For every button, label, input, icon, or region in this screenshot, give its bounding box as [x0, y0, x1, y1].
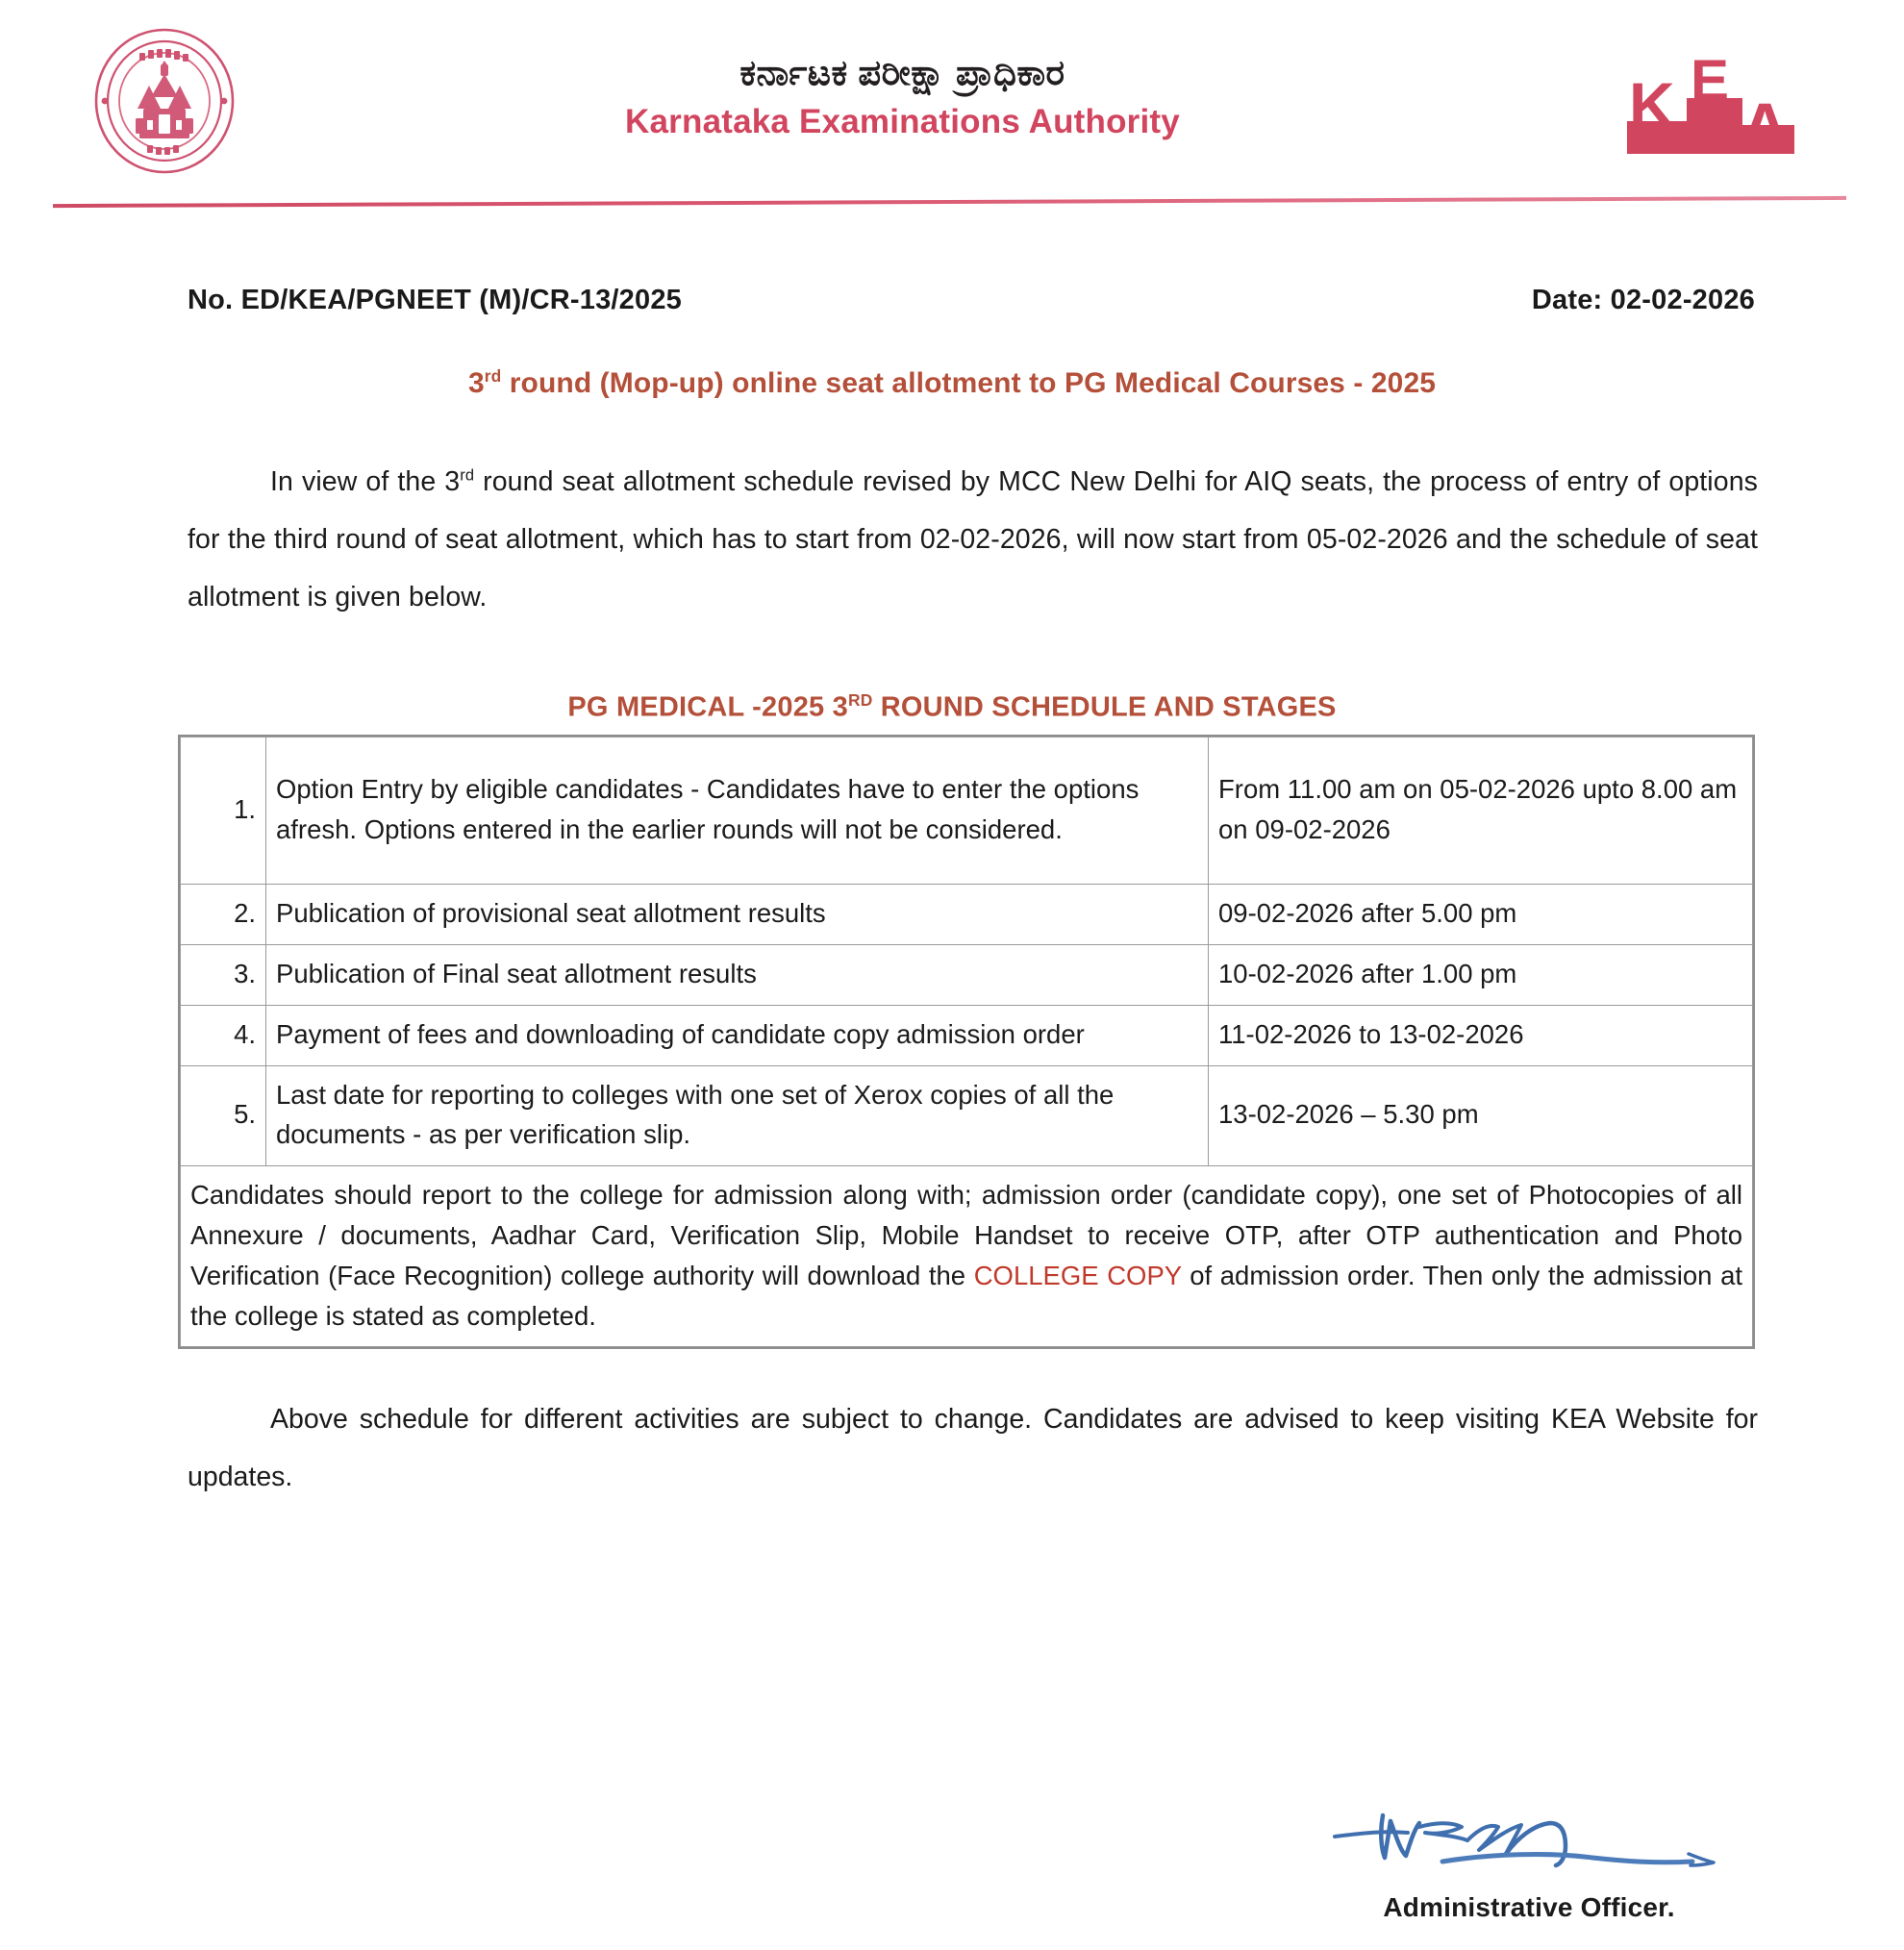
- reference-number: No. ED/KEA/PGNEET (M)/CR-13/2025: [188, 285, 682, 315]
- table-row: [181, 944, 1753, 1005]
- row-date: 13-02-2026 – 5.30 pm: [1209, 1065, 1753, 1166]
- college-copy-highlight: COLLEGE COPY: [973, 1260, 1182, 1290]
- document-title: [0, 366, 1904, 400]
- row-description: Publication of Final seat allotment results: [266, 944, 1209, 1005]
- table-note-row: [181, 1166, 1753, 1347]
- schedule-heading-ordinal: RD: [847, 689, 873, 710]
- kannada-authority-title: ಕರ್ನಾಟಕ ಪರೀಕ್ಷಾ ಪ್ರಾಧಿಕಾರ: [739, 52, 1065, 92]
- row-date: From 11.00 am on 05-02-2026 upto 8.00 am on 09-02-2026: [1209, 738, 1753, 885]
- document-header: [0, 0, 1904, 192]
- row-date: 11-02-2026 to 13-02-2026: [1209, 1005, 1753, 1065]
- closing-text: Above schedule for different activities are subject to change. Candidates are advised to keep visiting KEA Website for updates.: [188, 1404, 1758, 1493]
- body-paragraph-ordinal: rd: [460, 465, 475, 485]
- table-row: [181, 1065, 1753, 1166]
- svg-text:K: K: [1629, 69, 1675, 140]
- reporting-instructions-note: [181, 1166, 1753, 1347]
- karnataka-state-emblem-seal-icon: [91, 28, 238, 174]
- body-paragraph: [188, 454, 1758, 627]
- header-title-block: [199, 51, 1606, 141]
- svg-text:E: E: [1691, 48, 1730, 112]
- closing-paragraph: [188, 1391, 1758, 1507]
- document-title-suffix: round (Mop-up) online seat allotment to PG Medical Courses - 2025: [501, 367, 1437, 399]
- row-number: 2.: [181, 885, 266, 945]
- table-row: [181, 885, 1753, 945]
- note-text-part-2: of admission order. Then only the admission at the college is stated as completed.: [190, 1260, 1743, 1331]
- header-divider: [53, 196, 1846, 208]
- schedule-table: [180, 737, 1753, 1347]
- row-description: Last date for reporting to colleges with one set of Xerox copies of all the documents - as per verification slip.: [266, 1065, 1209, 1166]
- schedule-table-heading: [0, 690, 1904, 724]
- table-row: [181, 738, 1753, 885]
- row-description: Option Entry by eligible candidates - Candidates have to enter the options afresh. Options entered in the earlier rounds will not be considered.: [266, 738, 1209, 885]
- kea-logo-icon: [1606, 38, 1798, 154]
- body-paragraph-part-1: In view of the: [270, 466, 445, 497]
- signature-block: [1279, 1808, 1779, 1923]
- row-date: 10-02-2026 after 1.00 pm: [1209, 944, 1753, 1005]
- row-number: 5.: [181, 1065, 266, 1166]
- schedule-table-container: [178, 735, 1755, 1349]
- document-title-prefix: 3: [467, 367, 485, 399]
- row-number: 1.: [181, 738, 266, 885]
- document-date: Date: 02-02-2026: [1531, 285, 1755, 315]
- row-description: Publication of provisional seat allotment results: [266, 885, 1209, 945]
- row-number: 3.: [181, 944, 266, 1005]
- body-paragraph-part-2: round seat allotment schedule revised by MCC New Delhi for AIQ seats, the process of entry of options for the third round of seat allotment, which has to start from 02-02-2026, will now start from 05-02-2026 and the schedule of seat allotment is given below.: [188, 466, 1758, 612]
- handwritten-signature-icon: [1327, 1808, 1731, 1890]
- row-date: 09-02-2026 after 5.00 pm: [1209, 885, 1753, 945]
- row-number: 4.: [181, 1005, 266, 1065]
- table-row: [181, 1005, 1753, 1065]
- reference-line: [188, 285, 1755, 316]
- schedule-heading-prefix: PG MEDICAL -2025 3: [567, 691, 848, 723]
- document-title-ordinal: rd: [484, 366, 502, 386]
- row-description: Payment of fees and downloading of candidate copy admission order: [266, 1005, 1209, 1065]
- signature-designation: Administrative Officer.: [1383, 1892, 1675, 1922]
- svg-text:A: A: [1741, 89, 1790, 154]
- note-text-part-1: Candidates should report to the college for admission along with; admission order (candidate copy), one set of Photocopies of all Annexure / documents, Aadhar Card, Verification Slip, Mobile Handset to receive OTP, after OTP authentication and Photo Verification (Face Recognition) college authority will download the: [190, 1180, 1742, 1290]
- english-authority-title: Karnataka Examinations Authority: [625, 103, 1180, 141]
- body-paragraph-round-number: 3: [444, 466, 461, 497]
- schedule-heading-suffix: ROUND SCHEDULE AND STAGES: [872, 691, 1337, 723]
